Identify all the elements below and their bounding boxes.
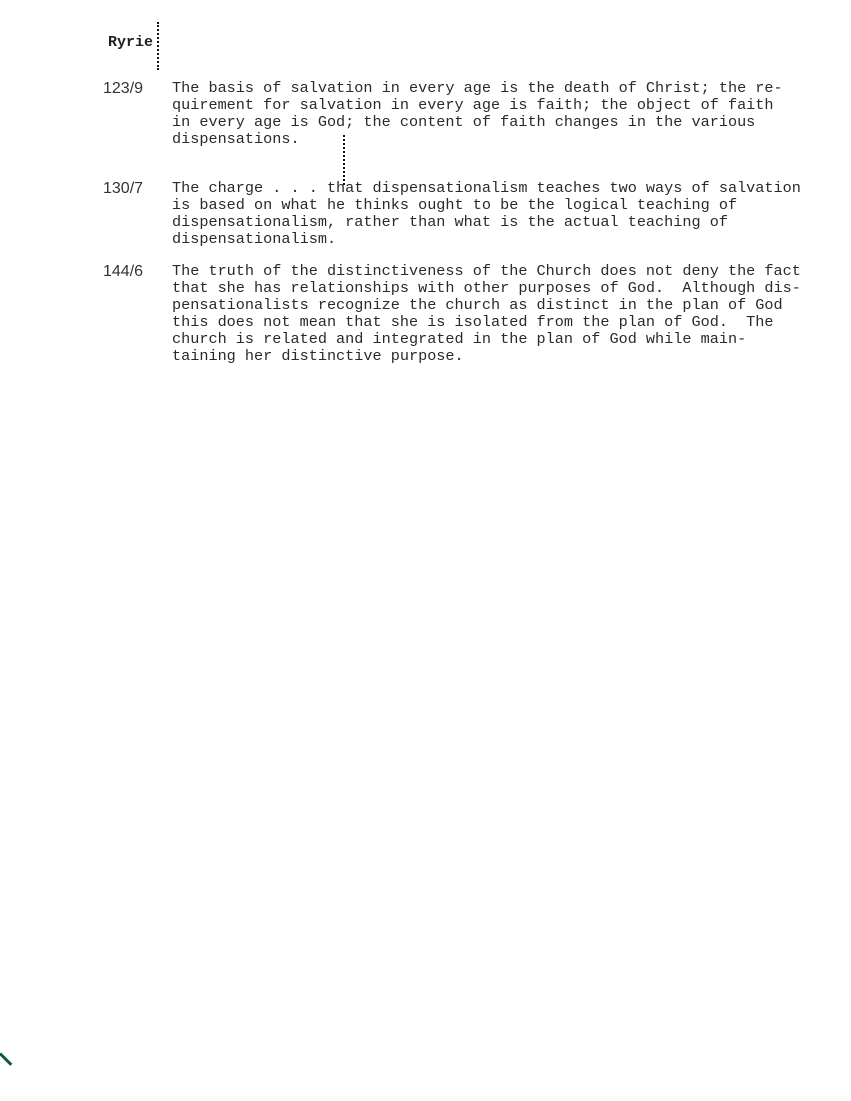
margin-mark xyxy=(157,22,161,70)
quote-line: this does not mean that she is isolated from the plan of God. The xyxy=(172,313,774,331)
quote-entry xyxy=(103,263,803,365)
quote-entry xyxy=(103,180,803,248)
quote-line: The basis of salvation in every age is the death of Christ; the re- xyxy=(172,79,783,97)
quote-line: dispensationalism, rather than what is the actual teaching of xyxy=(172,213,728,231)
quote-line: dispensationalism. xyxy=(172,230,337,248)
quote-line: The charge . . . that dispensationalism teaches two ways of salvation xyxy=(172,179,801,197)
quote-line: in every age is God; the content of faith changes in the various xyxy=(172,113,756,131)
author-heading: Ryrie xyxy=(108,34,154,51)
quote-text xyxy=(172,180,803,248)
quote-line: that she has relationships with other purposes of God. Although dis- xyxy=(172,279,801,297)
quote-list xyxy=(103,80,803,397)
quote-line: pensationalists recognize the church as distinct in the plan of God xyxy=(172,296,783,314)
quote-line: quirement for salvation in every age is faith; the object of faith xyxy=(172,96,774,114)
page-reference: 144/6 xyxy=(103,263,144,280)
quote-line: The truth of the distinctiveness of the Church does not deny the fact xyxy=(172,262,801,280)
quote-line: church is related and integrated in the plan of God while main- xyxy=(172,330,747,348)
page-reference: 130/7 xyxy=(103,180,144,197)
quote-entry xyxy=(103,80,803,148)
quote-line: taining her distinctive purpose. xyxy=(172,347,464,365)
quote-text xyxy=(172,263,803,365)
quote-line: dispensations. xyxy=(172,130,300,148)
page-reference: 123/9 xyxy=(103,80,144,97)
quote-line: is based on what he thinks ought to be the logical teaching of xyxy=(172,196,738,214)
quote-text xyxy=(172,80,803,148)
scan-edge-mark xyxy=(0,1052,12,1065)
